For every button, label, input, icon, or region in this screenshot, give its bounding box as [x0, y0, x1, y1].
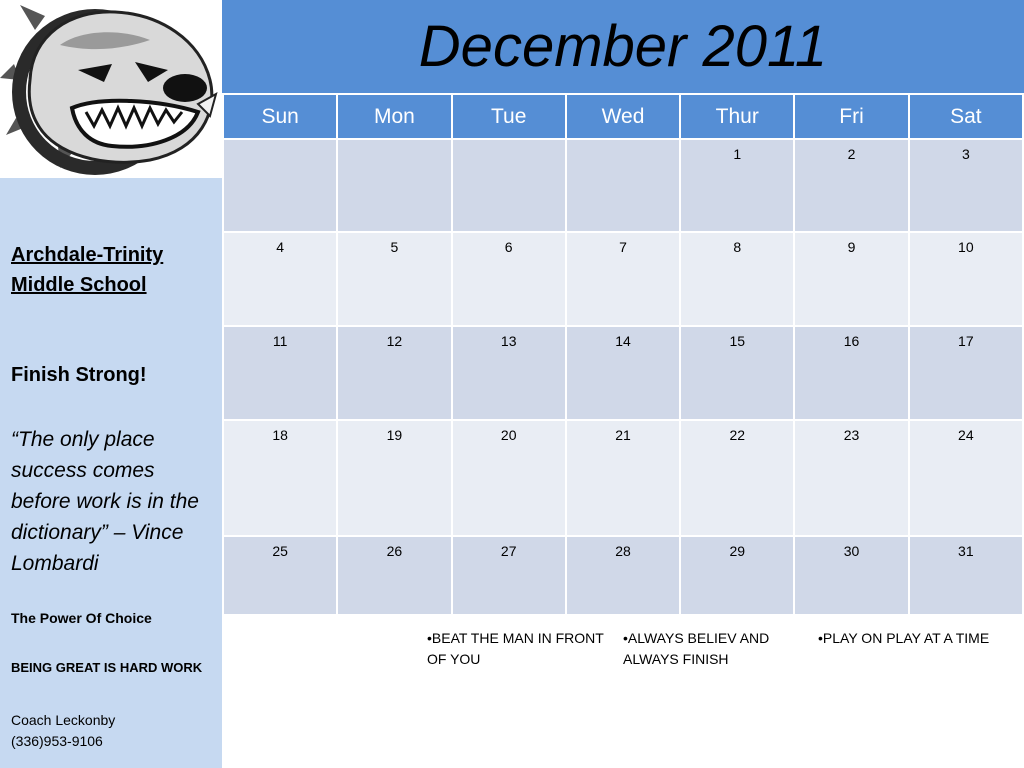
day-cell — [794, 420, 908, 536]
week-row — [223, 326, 1023, 420]
day-cell — [909, 420, 1023, 536]
day-cell — [452, 232, 566, 326]
day-cell — [909, 232, 1023, 326]
day-cell — [680, 536, 794, 615]
day-number: 24 — [958, 427, 974, 443]
day-cell — [566, 536, 680, 615]
weekday-header-row — [223, 94, 1023, 139]
day-cell — [909, 139, 1023, 232]
day-number: 30 — [843, 543, 860, 559]
day-number: 19 — [386, 427, 403, 443]
day-cell — [452, 536, 566, 615]
day-number: 22 — [729, 427, 746, 443]
calendar-title-bar — [222, 0, 1024, 93]
day-number: 3 — [961, 146, 970, 162]
day-number: 11 — [272, 333, 288, 349]
day-cell — [680, 326, 794, 420]
day-header-sun: Sun — [223, 94, 337, 139]
day-cell — [566, 326, 680, 420]
day-number: 2 — [847, 146, 856, 162]
power-of-choice-text: The Power Of Choice — [11, 610, 152, 626]
day-number: 31 — [958, 543, 974, 559]
day-header-fri: Fri — [794, 94, 908, 139]
day-cell — [223, 420, 337, 536]
day-number: 15 — [729, 333, 746, 349]
day-number — [567, 140, 679, 146]
day-number: 4 — [276, 239, 285, 255]
coach-contact — [11, 710, 115, 752]
school-name: Archdale-Trinity Middle School — [11, 244, 164, 296]
day-number: 28 — [615, 543, 631, 559]
day-cell — [794, 232, 908, 326]
note-beat-the-man: •BEAT THE MAN IN FRONT OF YOU — [427, 630, 604, 667]
day-number: 10 — [958, 239, 974, 255]
day-number: 8 — [733, 239, 742, 255]
day-cell — [452, 139, 566, 232]
day-header-wed: Wed — [566, 94, 680, 139]
day-cell — [337, 139, 451, 232]
day-number: 6 — [504, 239, 513, 255]
day-number: 21 — [615, 427, 631, 443]
week-row — [223, 420, 1023, 536]
day-number: 18 — [272, 427, 288, 443]
day-cell — [680, 232, 794, 326]
week-row — [223, 232, 1023, 326]
bulldog-mascot-icon — [0, 0, 222, 178]
being-great-text: BEING GREAT IS HARD WORK — [11, 660, 203, 675]
day-header-tue: Tue — [452, 94, 566, 139]
day-cell — [223, 139, 337, 232]
day-cell — [680, 420, 794, 536]
motto: Finish Strong! — [11, 364, 147, 386]
day-cell — [566, 232, 680, 326]
note-play-on-play: •PLAY ON PLAY AT A TIME — [818, 630, 990, 646]
day-number: 13 — [500, 333, 517, 349]
day-number: 1 — [733, 146, 742, 162]
week-row — [223, 139, 1023, 232]
day-header-sat: Sat — [909, 94, 1023, 139]
note-always-believe: •ALWAYS BELIEV AND ALWAYS FINISH — [623, 630, 770, 667]
day-cell — [566, 139, 680, 232]
day-number: 9 — [847, 239, 856, 255]
day-cell — [452, 326, 566, 420]
day-number — [338, 140, 450, 146]
day-cell — [794, 326, 908, 420]
day-number — [453, 140, 565, 146]
day-cell — [337, 420, 451, 536]
day-cell — [794, 139, 908, 232]
day-number: 26 — [386, 543, 403, 559]
day-number: 27 — [500, 543, 517, 559]
day-number: 16 — [843, 333, 860, 349]
day-header-mon: Mon — [337, 94, 451, 139]
day-number: 20 — [500, 427, 517, 443]
day-cell — [566, 420, 680, 536]
week-row — [223, 536, 1023, 615]
lombardi-quote: “The only place success comes before work is in the dictionary” – Vince Lombardi — [11, 428, 199, 575]
day-cell — [223, 232, 337, 326]
day-number: 5 — [390, 239, 399, 255]
sidebar — [0, 178, 222, 768]
calendar-grid — [222, 93, 1024, 616]
coach-phone: (336)953-9106 — [11, 733, 103, 749]
day-cell — [909, 326, 1023, 420]
day-header-thur: Thur — [680, 94, 794, 139]
day-cell — [909, 536, 1023, 615]
day-number: 7 — [619, 239, 627, 255]
day-cell — [452, 420, 566, 536]
day-number: 23 — [843, 427, 860, 443]
day-cell — [223, 536, 337, 615]
day-number: 17 — [958, 333, 974, 349]
day-cell — [223, 326, 337, 420]
day-cell — [680, 139, 794, 232]
day-number: 14 — [615, 333, 631, 349]
day-cell — [337, 536, 451, 615]
month-title: December 2011 — [418, 14, 828, 79]
day-number — [224, 140, 336, 146]
day-number: 12 — [386, 333, 403, 349]
day-number: 29 — [729, 543, 746, 559]
bulldog-logo — [0, 0, 222, 178]
day-number: 25 — [272, 543, 288, 559]
day-cell — [337, 232, 451, 326]
day-cell — [794, 536, 908, 615]
coach-name: Coach Leckonby — [11, 712, 116, 728]
day-cell — [337, 326, 451, 420]
